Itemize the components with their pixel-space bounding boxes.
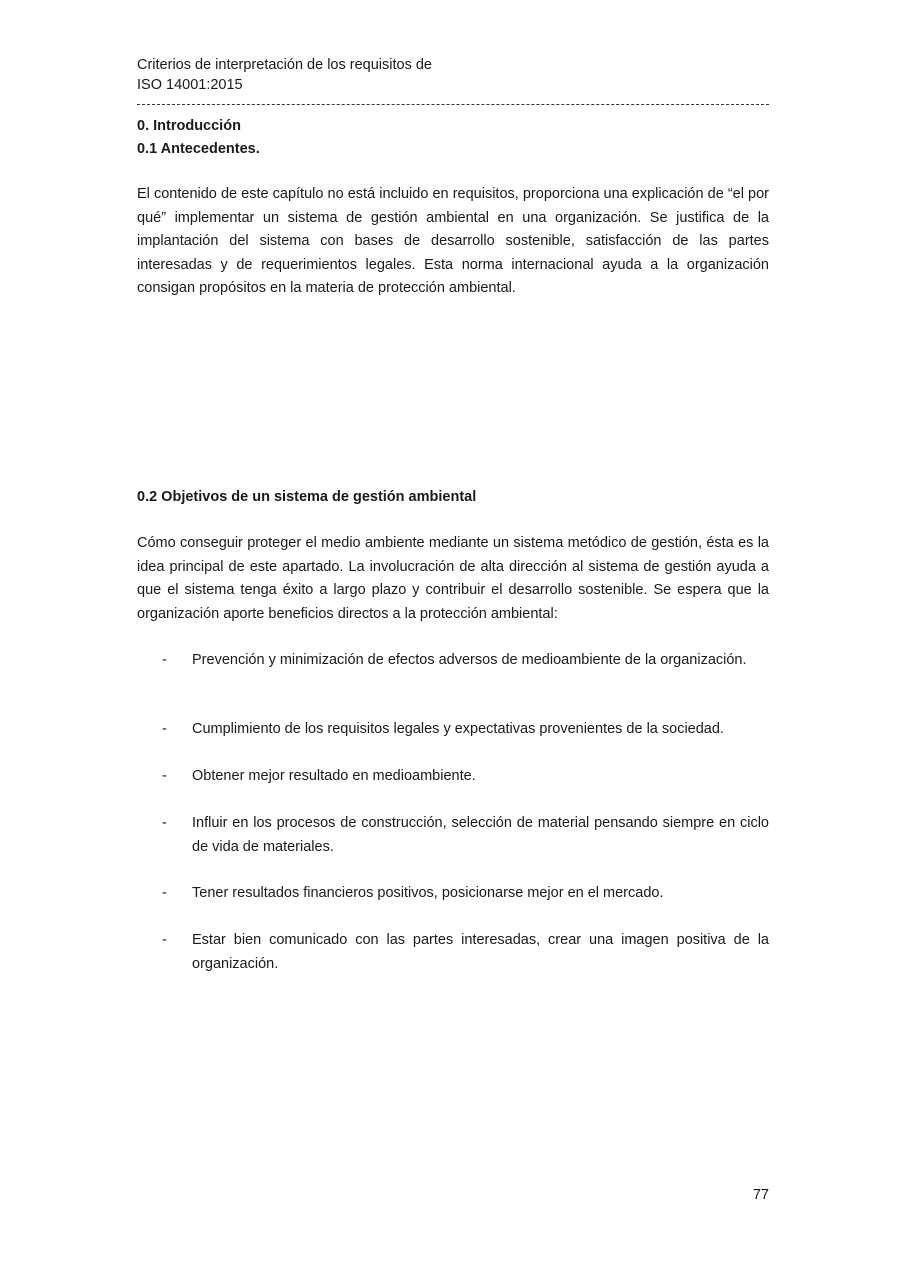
bullet-dash: - <box>162 768 167 784</box>
list-item-text: Cumplimiento de los requisitos legales y expectativas provenientes de la sociedad. <box>192 721 724 737</box>
page-number: 77 <box>752 1187 769 1203</box>
list-item <box>162 812 769 859</box>
header-dashed-divider <box>137 104 769 105</box>
list-item-text: Tener resultados financieros positivos, posicionarse mejor en el mercado. <box>192 885 664 901</box>
header-standard-line: ISO 14001:2015 <box>137 77 243 93</box>
section-heading-introduccion: 0. Introducción <box>137 118 241 134</box>
bullet-dash: - <box>162 815 167 831</box>
objetivos-paragraph: Cómo conseguir proteger el medio ambiente mediante un sistema metódico de gestión, ésta es la idea principal de este apartado. La involucración de alta dirección al sistema de gestión ayuda a que el sistema tenga éxito a largo plazo y contribuir el desarrollo sostenible. Se espera que la organización aporte beneficios directos a la protección ambiental: <box>137 535 769 622</box>
bullet-dash: - <box>162 721 167 737</box>
bullet-dash: - <box>162 652 167 668</box>
list-item-text: Prevención y minimización de efectos adversos de medioambiente de la organización. <box>192 652 747 668</box>
list-item-text: Estar bien comunicado con las partes interesadas, crear una imagen positiva de la organización. <box>192 932 769 972</box>
bullet-dash: - <box>162 885 167 901</box>
header-title-line: Criterios de interpretación de los requisitos de <box>137 57 432 73</box>
list-item-text: Obtener mejor resultado en medioambiente. <box>192 768 476 784</box>
bullet-dash: - <box>162 932 167 948</box>
list-item <box>162 718 769 742</box>
list-item <box>162 765 769 789</box>
subsection-heading-antecedentes: 0.1 Antecedentes. <box>137 141 260 157</box>
list-item <box>162 882 769 906</box>
antecedentes-paragraph: El contenido de este capítulo no está incluido en requisitos, proporciona una explicación de “el por qué” implementar un sistema de gestión ambiental en una organización. Se justifica de la implantación del sistema con bases de desarrollo sostenible, satisfacción de las partes interesadas y de requerimientos legales. Esta norma internacional ayuda a la organización consigan propósitos en la materia de protección ambiental. <box>137 186 769 296</box>
list-item <box>162 929 769 976</box>
list-item <box>162 649 769 673</box>
running-header <box>137 55 769 95</box>
list-item-text: Influir en los procesos de construcción, selección de material pensando siempre en ciclo de vida de materiales. <box>192 815 769 855</box>
subsection-heading-objetivos: 0.2 Objetivos de un sistema de gestión ambiental <box>137 489 477 505</box>
